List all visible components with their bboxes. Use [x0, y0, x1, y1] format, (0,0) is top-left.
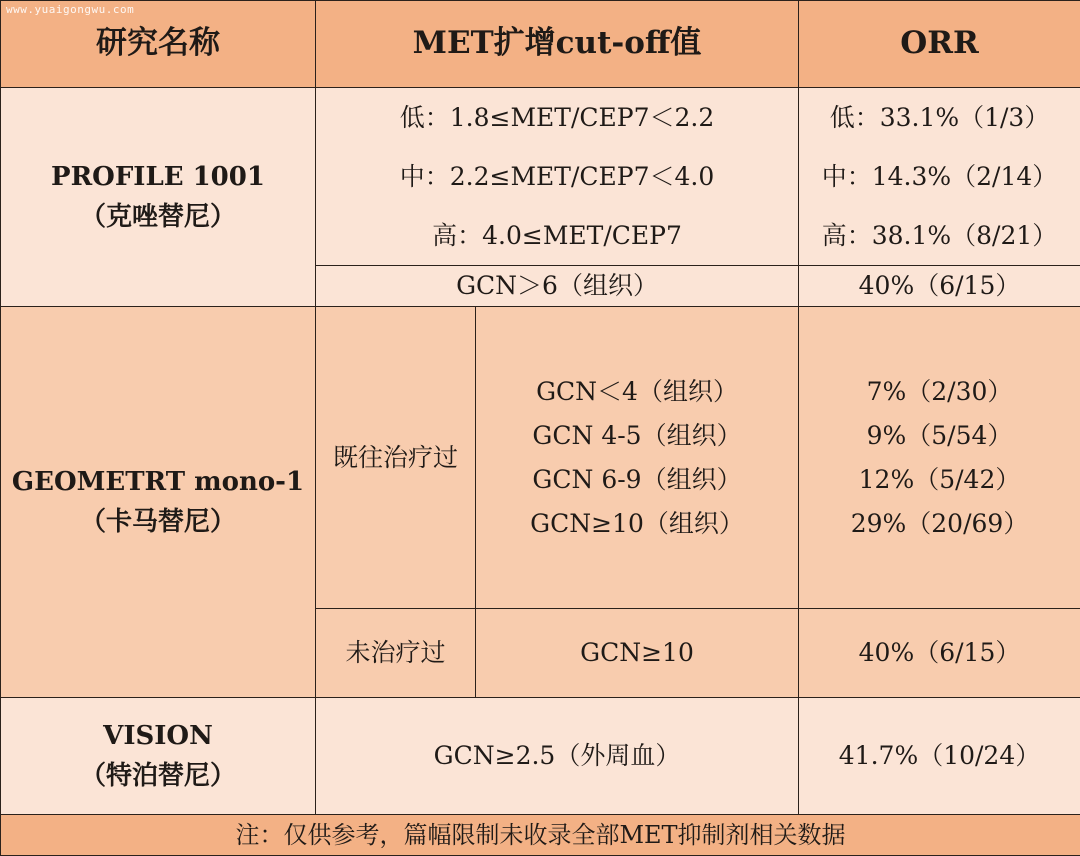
- vision-orr: 41.7%（10/24）: [799, 698, 1080, 815]
- profile-orr-cell: [799, 88, 1080, 266]
- geometry-study-name: GEOMETRT mono-1: [1, 462, 315, 502]
- vision-study-cell: [1, 698, 316, 815]
- profile-study-cell: [1, 88, 316, 307]
- geometry-cutoff-2: GCN 4-5（组织）: [476, 414, 798, 458]
- profile-orr-mid: 中：14.3%（2/14）: [799, 147, 1080, 206]
- geometry-orr-1: 7%（2/30）: [799, 370, 1080, 414]
- profile-study-name: PROFILE 1001: [1, 157, 315, 197]
- geometry-study-cell: [1, 307, 316, 698]
- header-cutoff: MET扩增cut-off值: [316, 1, 799, 88]
- geometry-treated-label: 既往治疗过: [316, 307, 476, 609]
- vision-drug-name: （特泊替尼）: [1, 756, 315, 796]
- geometry-cutoff-3: GCN 6-9（组织）: [476, 458, 798, 502]
- header-orr: ORR: [799, 1, 1080, 88]
- profile-cutoff-high: 高：4.0≤MET/CEP7: [316, 206, 798, 265]
- header-row: [1, 1, 1080, 88]
- footnote: 注：仅供参考，篇幅限制未收录全部MET抑制剂相关数据: [1, 815, 1080, 856]
- geometry-orr-4: 29%（20/69）: [799, 502, 1080, 546]
- geometry-treated-orr-cell: [799, 307, 1080, 609]
- geometry-cutoff-1: GCN＜4（组织）: [476, 370, 798, 414]
- profile-cutoff-mid: 中：2.2≤MET/CEP7＜4.0: [316, 147, 798, 206]
- profile-drug-name: （克唑替尼）: [1, 197, 315, 237]
- watermark-text: www.yuaigongwu.com: [6, 3, 134, 16]
- geometry-orr-3: 12%（5/42）: [799, 458, 1080, 502]
- geometry-naive-label: 未治疗过: [316, 609, 476, 698]
- geometry-naive-cutoff: GCN≥10: [476, 609, 799, 698]
- vision-study-name: VISION: [1, 716, 315, 756]
- geometry-cutoff-4: GCN≥10（组织）: [476, 502, 798, 546]
- geometry-drug-name: （卡马替尼）: [1, 502, 315, 542]
- profile-orr-high: 高：38.1%（8/21）: [799, 206, 1080, 265]
- note-row: [1, 815, 1080, 856]
- profile-row-1: [1, 88, 1080, 266]
- profile-orr-low: 低：33.1%（1/3）: [799, 88, 1080, 147]
- vision-row: [1, 698, 1080, 815]
- geometry-treated-cutoff-cell: [476, 307, 799, 609]
- geometry-row-1: [1, 307, 1080, 609]
- profile-cutoff-cell: [316, 88, 799, 266]
- profile-gcn-orr: 40%（6/15）: [799, 266, 1080, 307]
- vision-cutoff: GCN≥2.5（外周血）: [316, 698, 799, 815]
- profile-gcn-cutoff: GCN＞6（组织）: [316, 266, 799, 307]
- header-study-name: 研究名称: [1, 1, 316, 88]
- geometry-naive-orr: 40%（6/15）: [799, 609, 1080, 698]
- geometry-orr-2: 9%（5/54）: [799, 414, 1080, 458]
- profile-cutoff-low: 低：1.8≤MET/CEP7＜2.2: [316, 88, 798, 147]
